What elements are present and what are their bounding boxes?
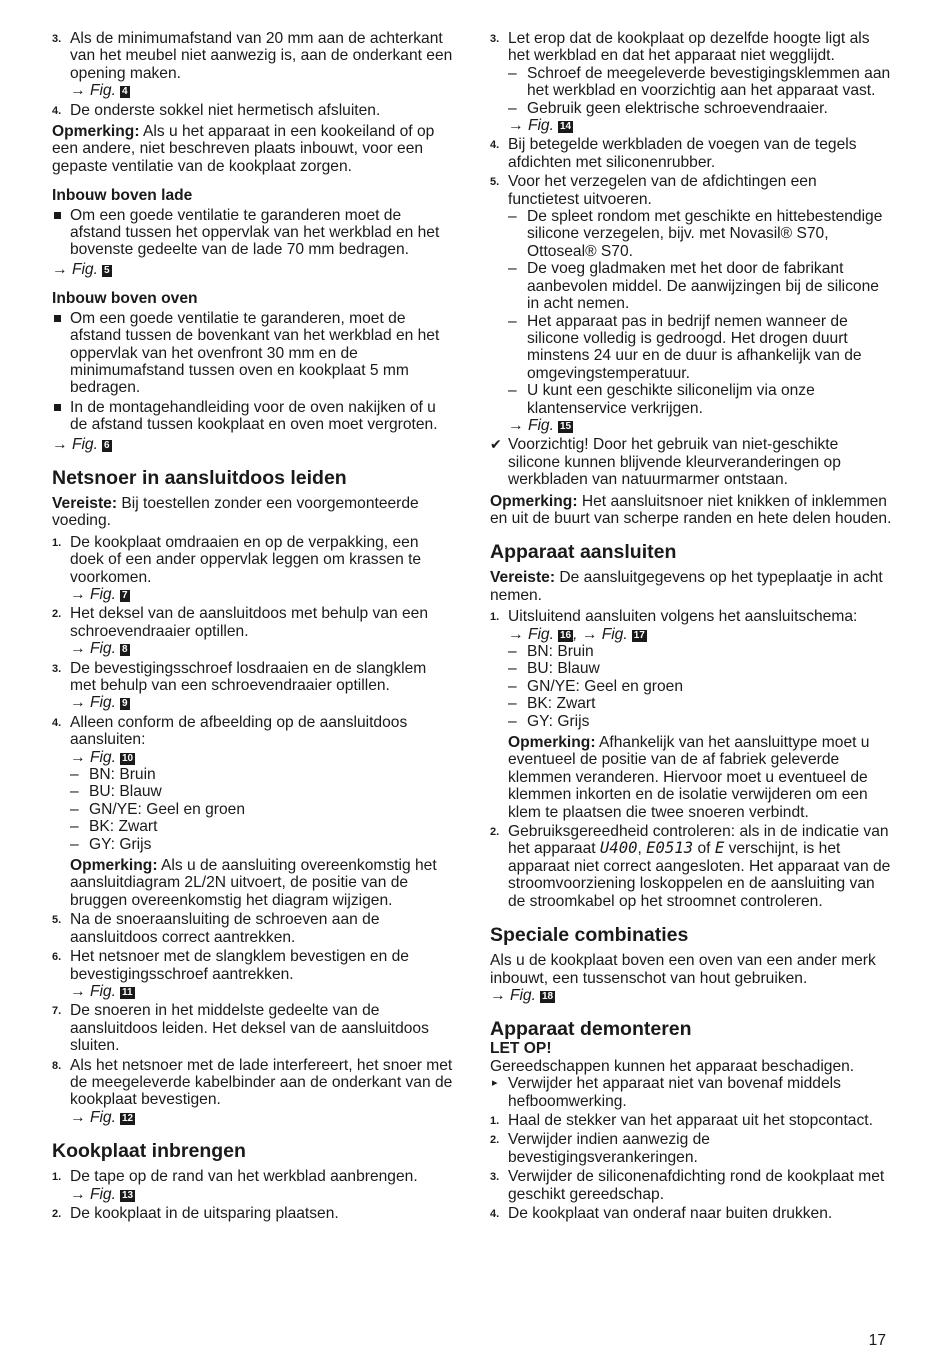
figure-reference: → Fig. 6	[52, 435, 110, 453]
item-text: In de montagehandleiding voor de oven nakijken of u de afstand tussen kookplaat en oven moet vergroten.	[70, 398, 438, 434]
wire-color-item: – GY: Grijs	[508, 713, 892, 730]
figure-reference: → Fig. 15	[508, 416, 572, 434]
list-item	[52, 30, 454, 100]
list-item	[490, 136, 892, 171]
section-heading: Netsnoer in aansluitdoos leiden	[52, 466, 347, 489]
list-item	[490, 823, 892, 910]
figure-reference: → Fig. 10	[70, 748, 134, 766]
note-paragraph: Opmerking: Als u het apparaat in een kookeiland of op een andere, niet beschreven plaats inbouwt, voor een gepaste ventilatie van de kookplaat zorgen.	[52, 123, 435, 175]
display-code: U400	[599, 839, 638, 858]
item-text: Verwijder indien aanwezig de bevestigingsverankeringen.	[508, 1131, 710, 1166]
item-text: Gebruiksgereedheid controleren: als in de indicatie van het apparaat U400, E0513 of E verschijnt, is het apparaat niet correct aangesloten. Het apparaat van de stroomvoorziening loskoppelen en de aansluiting van de stroomkabel op het stroomnet controleren.	[508, 823, 891, 910]
square-bullet-icon	[54, 404, 61, 411]
item-number: 4.	[490, 139, 500, 152]
right-column	[490, 30, 892, 1224]
figure-number: 4	[121, 86, 128, 98]
warning-label: LET OP!	[490, 1040, 552, 1058]
paragraph: Als u de kookplaat boven een oven van een ander merk inbouwt, een tussenschot van hout gebruiken.	[490, 952, 876, 987]
warning-text: Gereedschappen kunnen het apparaat beschadigen.	[490, 1057, 855, 1075]
item-number: 5.	[52, 914, 62, 927]
item-text: Verwijder het apparaat niet van bovenaf middels hefboomwerking.	[508, 1075, 841, 1110]
figure-number: 12	[121, 1112, 134, 1124]
display-code: E	[714, 839, 725, 858]
item-text: Het deksel van de aansluitdoos met behulp van een schroevendraaier optillen.	[70, 605, 429, 640]
item-number: 1.	[52, 1171, 62, 1184]
dash-item: – Gebruik geen elektrische schroevendraaier.	[508, 100, 892, 117]
wire-color-item: – GN/YE: Geel en groen	[508, 678, 892, 695]
figure-number: 13	[121, 1189, 134, 1201]
page-number: 17	[868, 1332, 886, 1349]
figure-number: 14	[559, 121, 572, 133]
bullet-item	[52, 399, 454, 434]
item-number: 4.	[490, 1207, 500, 1220]
list-item	[490, 1205, 892, 1222]
item-text: De snoeren in het middelste gedeelte van de aansluitdoos leiden. Het deksel van de aansluitdoos sluiten.	[70, 1002, 429, 1055]
figure-number: 16	[559, 629, 572, 641]
dash-item: – U kunt een geschikte siliconelijm via onze klantenservice verkrijgen.	[508, 382, 892, 417]
bullet-item	[52, 207, 454, 259]
subheading: Inbouw boven lade	[52, 187, 193, 205]
item-number: 1.	[490, 611, 500, 624]
note-paragraph: Opmerking: Als u de aansluiting overeenkomstig het aansluitdiagram 2L/2N uitvoert, de positie van de bruggen overeenkomstig het diagram wijzigen.	[70, 857, 437, 909]
figure-number: 9	[121, 698, 128, 710]
requirement-paragraph: Vereiste: Bij toestellen zonder een voorgemonteerde voeding.	[52, 494, 419, 530]
figure-reference: → Fig. 8	[70, 640, 128, 658]
figure-reference: → Fig. 11	[70, 982, 133, 1000]
figure-reference: → Fig. 5	[52, 260, 110, 278]
wire-color-item: – BU: Blauw	[70, 783, 454, 800]
item-text: Als de minimumafstand van 20 mm aan de achterkant van het meubel niet aanwezig is, aan de onderkant een opening maken.	[70, 30, 453, 82]
figure-number: 8	[121, 644, 128, 656]
list-item	[52, 605, 454, 657]
figure-number: 7	[121, 589, 128, 601]
item-number: 7.	[52, 1005, 62, 1018]
wire-color-item: – GY: Grijs	[70, 836, 454, 853]
figure-reference: → Fig. 18	[490, 986, 554, 1004]
item-text: Als het netsnoer met de lade interfereert, het snoer met de meegeleverde kabelbinder aan de onderkant van de kookplaat bevestigen.	[70, 1056, 453, 1109]
item-text: Let erop dat de kookplaat op dezelfde hoogte ligt als het werkblad en dat het apparaat niet wegglijdt.	[508, 30, 870, 65]
item-number: 1.	[52, 536, 62, 549]
item-text: De bevestigingsschroef losdraaien en de slangklem met behulp van een schroevendraaier optillen.	[70, 659, 427, 694]
item-number: 2.	[490, 826, 500, 839]
note-paragraph: Opmerking: Het aansluitsnoer niet knikken of inklemmen en uit de buurt van scherpe randen en hete delen houden.	[490, 492, 892, 527]
dash-item: – Schroef de meegeleverde bevestigingsklemmen aan het werkblad en voorzichtig aan het apparaat vast.	[508, 65, 892, 100]
item-number: 8.	[52, 1059, 62, 1072]
figure-number: 18	[541, 990, 554, 1002]
subheading: Inbouw boven oven	[52, 290, 198, 308]
dash-item: – De spleet rondom met geschikte en hittebestendige silicone verzegelen, bijv. met Novasil® S70, Ottoseal® S70.	[508, 208, 892, 260]
bullet-item	[490, 1075, 892, 1110]
figure-reference: → Fig. 16 , → Fig. 17	[508, 625, 645, 643]
section-heading: Apparaat aansluiten	[490, 541, 677, 564]
list-item	[52, 660, 454, 712]
figure-reference: → Fig. 9	[70, 694, 128, 712]
list-item	[52, 534, 454, 604]
list-item	[52, 1002, 454, 1054]
section-heading: Apparaat demonteren	[490, 1018, 692, 1041]
list-item	[52, 714, 454, 909]
wire-color-item: – BN: Bruin	[70, 766, 454, 783]
list-item	[52, 1057, 454, 1127]
figure-reference: → Fig. 7	[70, 585, 128, 603]
note-paragraph: Opmerking: Afhankelijk van het aansluittype moet u eventueel de positie van de af fabriek geleverde klemmen veranderen. Hiervoor moet u eventueel de klemmen inkorten en de isolatie verwijderen om een klem te plaatsen die twee snoeren verbindt.	[508, 734, 870, 821]
bullet-item	[52, 310, 454, 397]
item-number: 2.	[490, 1134, 500, 1147]
item-text: De tape op de rand van het werkblad aanbrengen.	[70, 1168, 418, 1186]
item-text: Bij betegelde werkbladen de voegen van de tegels afdichten met siliconenrubber.	[508, 136, 857, 171]
dash-item: – Het apparaat pas in bedrijf nemen wanneer de silicone volledig is gedroogd. Het drogen duurt minstens 24 uur en de duur is afhankelijk van de omgevingstemperatuur.	[508, 313, 892, 383]
item-text: Verwijder de siliconenafdichting rond de kookplaat met geschikt gereedschap.	[508, 1168, 885, 1203]
list-item	[490, 1131, 892, 1166]
item-number: 3.	[490, 1171, 500, 1184]
item-text: Voor het verzegelen van de afdichtingen een functietest uitvoeren.	[508, 173, 817, 208]
list-item	[490, 30, 892, 134]
item-number: 4.	[52, 104, 62, 117]
item-text: De kookplaat van onderaf naar buiten drukken.	[508, 1204, 833, 1222]
item-number: 4.	[52, 716, 62, 729]
item-number: 2.	[52, 608, 62, 621]
square-bullet-icon	[54, 315, 61, 322]
figure-number: 15	[559, 420, 572, 432]
figure-number: 10	[121, 752, 134, 764]
item-text: De onderste sokkel niet hermetisch afsluiten.	[70, 101, 381, 119]
item-text: De kookplaat in de uitsparing plaatsen.	[70, 1204, 339, 1222]
item-text: De kookplaat omdraaien en op de verpakking, een doek of een ander oppervlak leggen om krassen te voorkomen.	[70, 533, 422, 586]
figure-reference: → Fig. 12	[70, 1108, 134, 1126]
section-heading: Speciale combinaties	[490, 924, 689, 947]
item-text: Om een goede ventilatie te garanderen, moet de afstand tussen de bovenkant van het werkblad en het oppervlak van het ovenfront 30 mm en de minimumafstand tussen oven en kookplaat 5 mm bedragen.	[70, 309, 440, 397]
item-number: 6.	[52, 951, 62, 964]
section-heading: Kookplaat inbrengen	[52, 1140, 246, 1163]
wire-color-item: – GN/YE: Geel en groen	[70, 801, 454, 818]
item-text: Na de snoeraansluiting de schroeven aan de aansluitdoos correct aantrekken.	[70, 911, 380, 946]
list-item	[52, 1205, 454, 1222]
list-item	[52, 911, 454, 946]
list-item	[52, 1168, 454, 1203]
list-item	[52, 948, 454, 1000]
item-text: Alleen conform de afbeelding op de aansluitdoos aansluiten:	[70, 713, 408, 749]
left-column	[52, 30, 454, 1224]
figure-reference: → Fig. 13	[70, 1185, 134, 1203]
list-item	[490, 173, 892, 434]
item-text: Om een goede ventilatie te garanderen moet de afstand tussen het oppervlak van het werkblad en het bovenste gedeelte van de lade 70 mm bedragen.	[70, 206, 440, 259]
wire-color-item: – BK: Zwart	[70, 818, 454, 835]
figure-reference: → Fig. 4	[70, 82, 128, 100]
figure-reference: → Fig. 14	[508, 117, 572, 135]
item-number: 3.	[52, 662, 62, 675]
list-item	[490, 1168, 892, 1203]
check-mark-icon: ✔	[490, 436, 502, 453]
requirement-paragraph: Vereiste: De aansluitgegevens op het typeplaatje in acht nemen.	[490, 569, 883, 604]
dash-item: – De voeg gladmaken met het door de fabrikant aanbevolen middel. De aanwijzingen bij de silicone in acht nemen.	[508, 260, 892, 312]
item-text: Uitsluitend aansluiten volgens het aansluitschema:	[508, 608, 858, 626]
item-number: 3.	[490, 33, 500, 45]
item-text: Het netsnoer met de slangklem bevestigen en de bevestigingsschroef aantrekken.	[70, 948, 409, 983]
wire-color-item: – BK: Zwart	[508, 695, 892, 712]
square-bullet-icon	[54, 212, 61, 219]
figure-number: 5	[103, 264, 110, 276]
figure-number: 6	[103, 439, 110, 451]
item-number: 5.	[490, 176, 500, 189]
triangle-bullet-icon: ▸	[492, 1077, 498, 1090]
item-number: 2.	[52, 1207, 62, 1220]
display-code: E0513	[646, 839, 694, 858]
wire-color-item: – BN: Bruin	[508, 643, 892, 660]
list-item	[490, 608, 892, 821]
figure-number: 11	[121, 986, 133, 998]
wire-color-item: – BU: Blauw	[508, 660, 892, 677]
item-number: 3.	[52, 33, 62, 45]
item-number: 1.	[490, 1114, 500, 1127]
figure-number: 17	[633, 629, 645, 641]
list-item	[52, 102, 454, 119]
item-text: Haal de stekker van het apparaat uit het stopcontact.	[508, 1111, 873, 1129]
list-item	[490, 1112, 892, 1129]
caution-item	[490, 436, 892, 488]
item-text: Voorzichtig! Door het gebruik van niet-geschikte silicone kunnen blijvende kleurveranderingen op werkbladen van natuurmarmer ontstaan.	[508, 436, 841, 489]
